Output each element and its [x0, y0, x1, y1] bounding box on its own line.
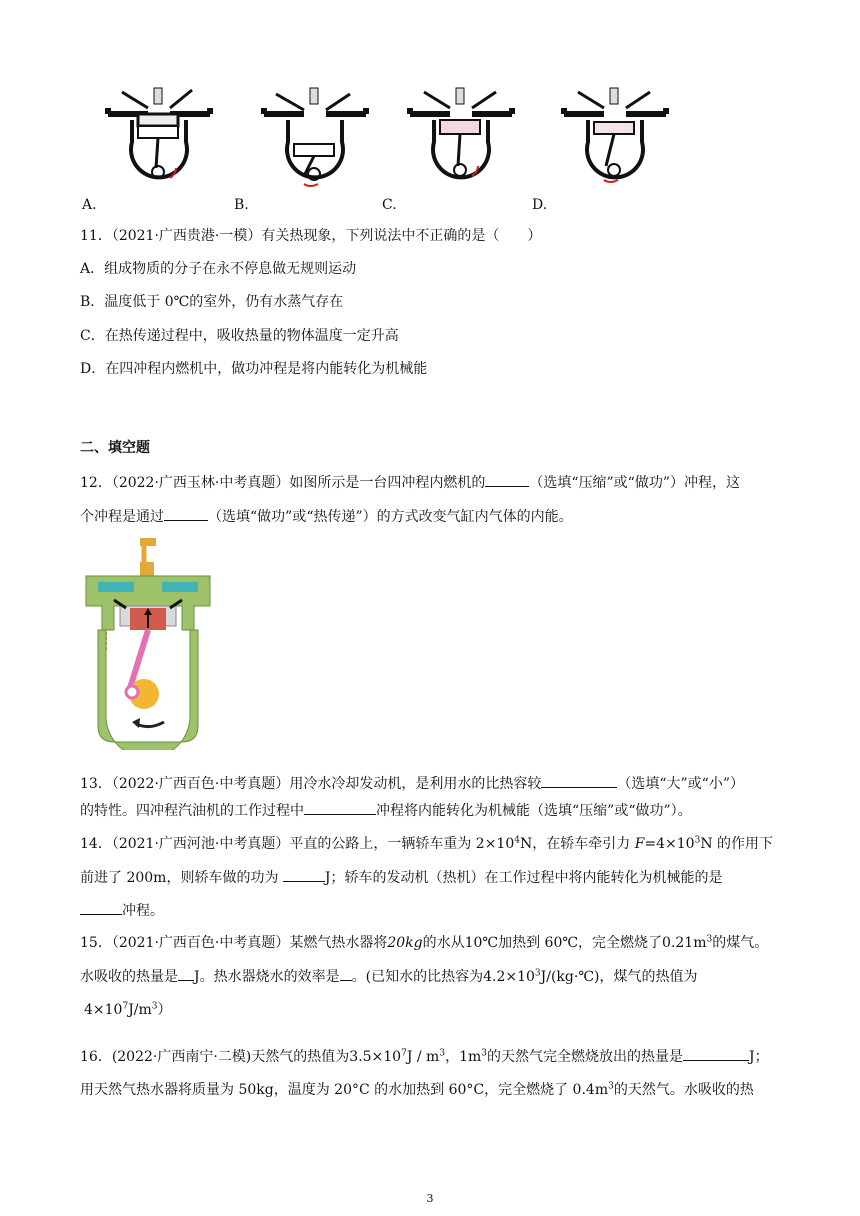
engine-figure-d — [560, 86, 670, 198]
q15-text-1: 15．（2021·广西百色·中考真题）某燃气热水器将 — [80, 935, 388, 951]
q15-specific-heat-exp: 3 — [534, 968, 541, 979]
q15-volume-exp: 3 — [706, 934, 713, 945]
q12-blank-2[interactable] — [164, 506, 208, 521]
q15-blank-1[interactable] — [178, 966, 194, 981]
q15-specific-heat: 4.2×10 — [483, 969, 535, 985]
q12-line1 — [80, 472, 740, 493]
q16-heat-value: 3.5×10 — [349, 1049, 402, 1065]
q14-text-1: 14．（2021·广西河池·中考真题）平直的公路上，一辆轿车重为 2×10 — [80, 836, 515, 852]
q12-text-2: （选填“压缩”或“做功”）冲程，这 — [529, 475, 740, 491]
option-label-b: B. — [234, 197, 249, 213]
q12-blank-1[interactable] — [485, 472, 529, 487]
q15-text-2: 的水从 — [422, 935, 465, 951]
q14-exp-1: 4 — [514, 835, 520, 846]
section-title-fill-blank: 二、填空题 — [80, 440, 150, 456]
q13-blank-1[interactable] — [541, 773, 617, 788]
q12-engine-figure — [84, 536, 212, 750]
q15-text-7: 。(已知水的比热容为 — [351, 969, 484, 985]
q13-line2 — [80, 800, 692, 821]
engine-figure-c — [406, 86, 516, 198]
q15-heat-value: 4×10 — [84, 1002, 123, 1018]
q14-blank-1[interactable] — [283, 867, 325, 882]
q13-text-1: 13．（2022·广西百色·中考真题）用冷水冷却发动机，是利用水的比热容较 — [80, 776, 542, 792]
q16-text-2: ， — [445, 1049, 460, 1065]
q12-line2 — [80, 506, 573, 527]
q14-text-3: =4×10 — [644, 836, 695, 852]
q16-line1 — [80, 1046, 769, 1067]
q15-blank-2[interactable] — [340, 966, 352, 981]
q15-line1 — [80, 933, 768, 953]
option-label-d: D. — [532, 197, 548, 213]
q13-text-3: 的特性。四冲程汽油机的工作过程中 — [80, 803, 304, 819]
q14-line1 — [80, 834, 773, 854]
engine-figure-b — [260, 86, 370, 198]
q14-text-4: N 的作用下 — [700, 836, 774, 852]
q15-text-9: ） — [157, 1002, 172, 1018]
q15-heat-value-unit-exp: 3 — [151, 1001, 158, 1012]
q13-line1 — [80, 773, 744, 794]
q15-specific-heat-unit: J/(kg·℃) — [540, 969, 600, 985]
q16-heat-value-exp: 7 — [401, 1048, 407, 1059]
q14-line3 — [80, 900, 164, 921]
q14-exp-2: 3 — [694, 835, 701, 846]
q16-text-4: J； — [749, 1049, 769, 1065]
q11-option-d: D．在四冲程内燃机中，做功冲程是将内能转化为机械能 — [80, 361, 428, 377]
q14-line2 — [80, 867, 723, 888]
q15-line2 — [80, 966, 697, 987]
q13-text-2: （选填“大”或“小”） — [617, 776, 744, 792]
q13-blank-2[interactable] — [304, 800, 376, 815]
q15-text-6: J。热水器烧水的效率是 — [194, 969, 340, 985]
q14-text-2: N，在轿车牵引力 — [519, 836, 635, 852]
q14-text-6: J；轿车的发动机（热机）在工作过程中将内能转化为机械能的是 — [324, 870, 723, 886]
q15-text-5: 水吸收的热量是 — [80, 969, 178, 985]
q14-text-5: 前进了 200m，则轿车做的功为 — [80, 870, 283, 886]
q12-text-1: 12．（2022·广西玉林·中考真题）如图所示是一台四冲程内燃机的 — [80, 475, 486, 491]
q16-blank-1[interactable] — [683, 1046, 749, 1061]
q15-temp: 10℃ — [464, 935, 499, 951]
q11-option-b: B．温度低于 0℃的室外，仍有水蒸气存在 — [80, 294, 344, 310]
q16-volume-exp: 3 — [481, 1048, 487, 1059]
q15-mass: 20kg — [387, 935, 423, 951]
q15-heat-value-unit: J/m — [128, 1002, 152, 1018]
q16-text-6: 的天然气。水吸收的热 — [613, 1082, 754, 1098]
q16-line2 — [80, 1080, 754, 1100]
q11-stem: 11．（2021·广西贵港·一模）有关热现象，下列说法中不正确的是（ ） — [80, 228, 542, 244]
q11-option-a: A．组成物质的分子在永不停息做无规则运动 — [80, 261, 357, 277]
q11-option-c: C．在热传递过程中，吸收热量的物体温度一定升高 — [80, 328, 399, 344]
q16-volume: 1m — [459, 1049, 482, 1065]
q16-heat-value-unit-exp: 3 — [439, 1048, 446, 1059]
option-label-c: C. — [382, 197, 397, 213]
q12-text-3: 个冲程是通过 — [80, 509, 164, 525]
q16-text-5: 用天然气热水器将质量为 50kg，温度为 20°C 的水加热到 60°C，完全燃烧了 0.4m — [80, 1082, 609, 1098]
q14-blank-2[interactable] — [80, 900, 122, 915]
q15-volume: 0.21m — [662, 935, 707, 951]
q13-text-4: 冲程将内能转化为机械能（选填“压缩”或“做功”）。 — [376, 803, 692, 819]
q14-text-7: 冲程。 — [122, 903, 164, 919]
q16-text-3: 的天然气完全燃烧放出的热量是 — [487, 1049, 683, 1065]
q16-volume2-exp: 3 — [608, 1081, 614, 1092]
q16-text-1: 16．(2022·广西南宁·二模)天然气的热值为 — [80, 1049, 350, 1065]
q15-text-3: 加热到 60℃，完全燃烧了 — [498, 935, 663, 951]
q14-var-f: F — [634, 836, 645, 852]
page-number: 3 — [426, 1192, 434, 1205]
q15-line3 — [84, 1000, 172, 1020]
q15-text-4: 的煤气。 — [712, 935, 769, 951]
q15-text-8: ，煤气的热值为 — [599, 969, 698, 985]
q16-heat-value-unit: J / m — [406, 1049, 440, 1065]
q12-text-4: （选填“做功”或“热传递”）的方式改变气缸内气体的内能。 — [208, 509, 573, 525]
engine-figure-a — [104, 86, 214, 198]
q15-heat-value-exp: 7 — [122, 1001, 129, 1012]
option-label-a: A. — [82, 197, 97, 213]
